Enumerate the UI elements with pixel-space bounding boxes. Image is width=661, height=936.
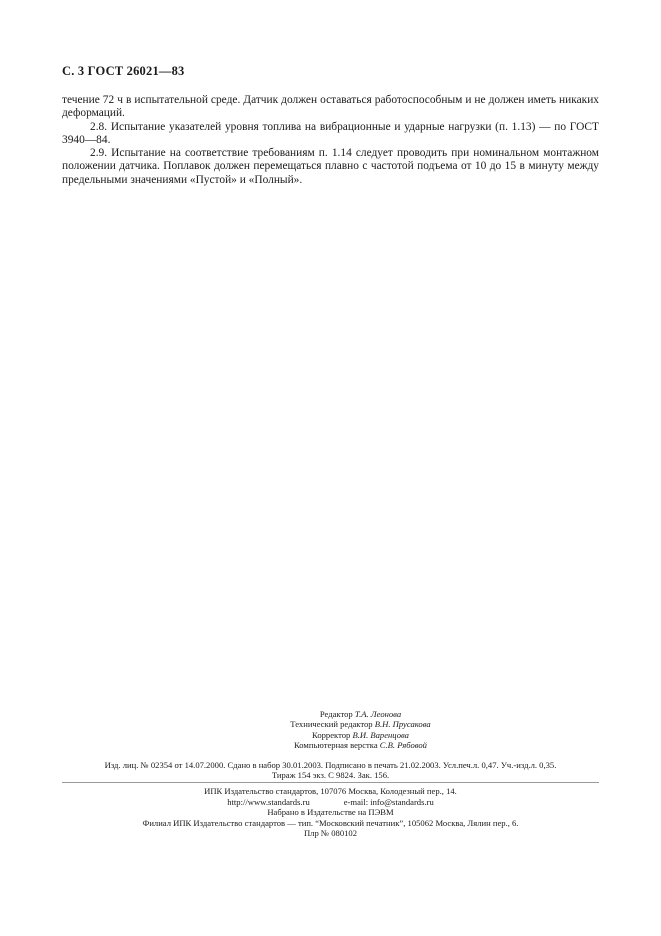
publication-details: Изд. лиц. № 02354 от 14.07.2000. Сдано в набор 30.01.2003. Подписано в печать 21.02.2003. Усл.печ.л. 0,47. Уч.-изд.л. 0,35. <box>104 759 557 770</box>
paragraph-continuation: течение 72 ч в испытательной среде. Датчик должен оставаться работоспособным и не должен иметь никаких деформаций. <box>62 94 599 120</box>
website-link[interactable]: http://www.standards.ru <box>227 796 310 807</box>
branch-address: Филиал ИПК Издательство стандартов — тип. “Московский печатник”, 105062 Москва, Лялин пер., 6. <box>142 817 519 828</box>
paragraph-2-8: 2.8. Испытание указателей уровня топлива на вибрационные и ударные нагрузки (п. 1.13) — по ГОСТ 3940—84. <box>62 120 599 146</box>
staff-editor <box>62 709 599 719</box>
staff-name: С.В. Рябовой <box>379 740 427 751</box>
page-header: С. 3 ГОСТ 26021—83 <box>62 64 185 78</box>
typeset-note: Набрано в Издательстве на ПЭВМ <box>267 807 394 818</box>
staff-role: Редактор <box>319 709 353 719</box>
staff-name: В.Н. Прусакова <box>374 719 431 730</box>
staff-layout <box>62 740 599 750</box>
staff-role: Технический редактор <box>290 719 373 730</box>
staff-name: В.И. Варенцова <box>352 729 409 740</box>
print-run-details: Тираж 154 экз. С 9824. Зак. 156. <box>271 770 390 781</box>
staff-role: Корректор <box>312 729 351 740</box>
staff-tech-editor <box>62 719 599 729</box>
license-number: Плр № 080102 <box>303 828 358 839</box>
paragraph-2-9: 2.9. Испытание на соответствие требованиям п. 1.14 следует проводить при номинальном монтажном положении датчика. Поплавок должен перемещаться плавно с частотой подъема от 10 до 15 в минуту между предельными значениями «Пустой» и «Полный». <box>62 147 599 186</box>
imprint-divider <box>62 782 599 783</box>
staff-role: Компьютерная верстка <box>294 740 378 751</box>
imprint-block <box>62 709 599 838</box>
body-text <box>62 94 599 187</box>
staff-corrector <box>62 730 599 740</box>
staff-name: Т.А. Леонова <box>354 709 402 719</box>
publisher-address: ИПК Издательство стандартов, 107076 Москва, Колодезный пер., 14. <box>204 786 457 797</box>
email-link[interactable]: e-mail: info@standards.ru <box>343 796 434 807</box>
publisher-contacts <box>62 797 599 807</box>
